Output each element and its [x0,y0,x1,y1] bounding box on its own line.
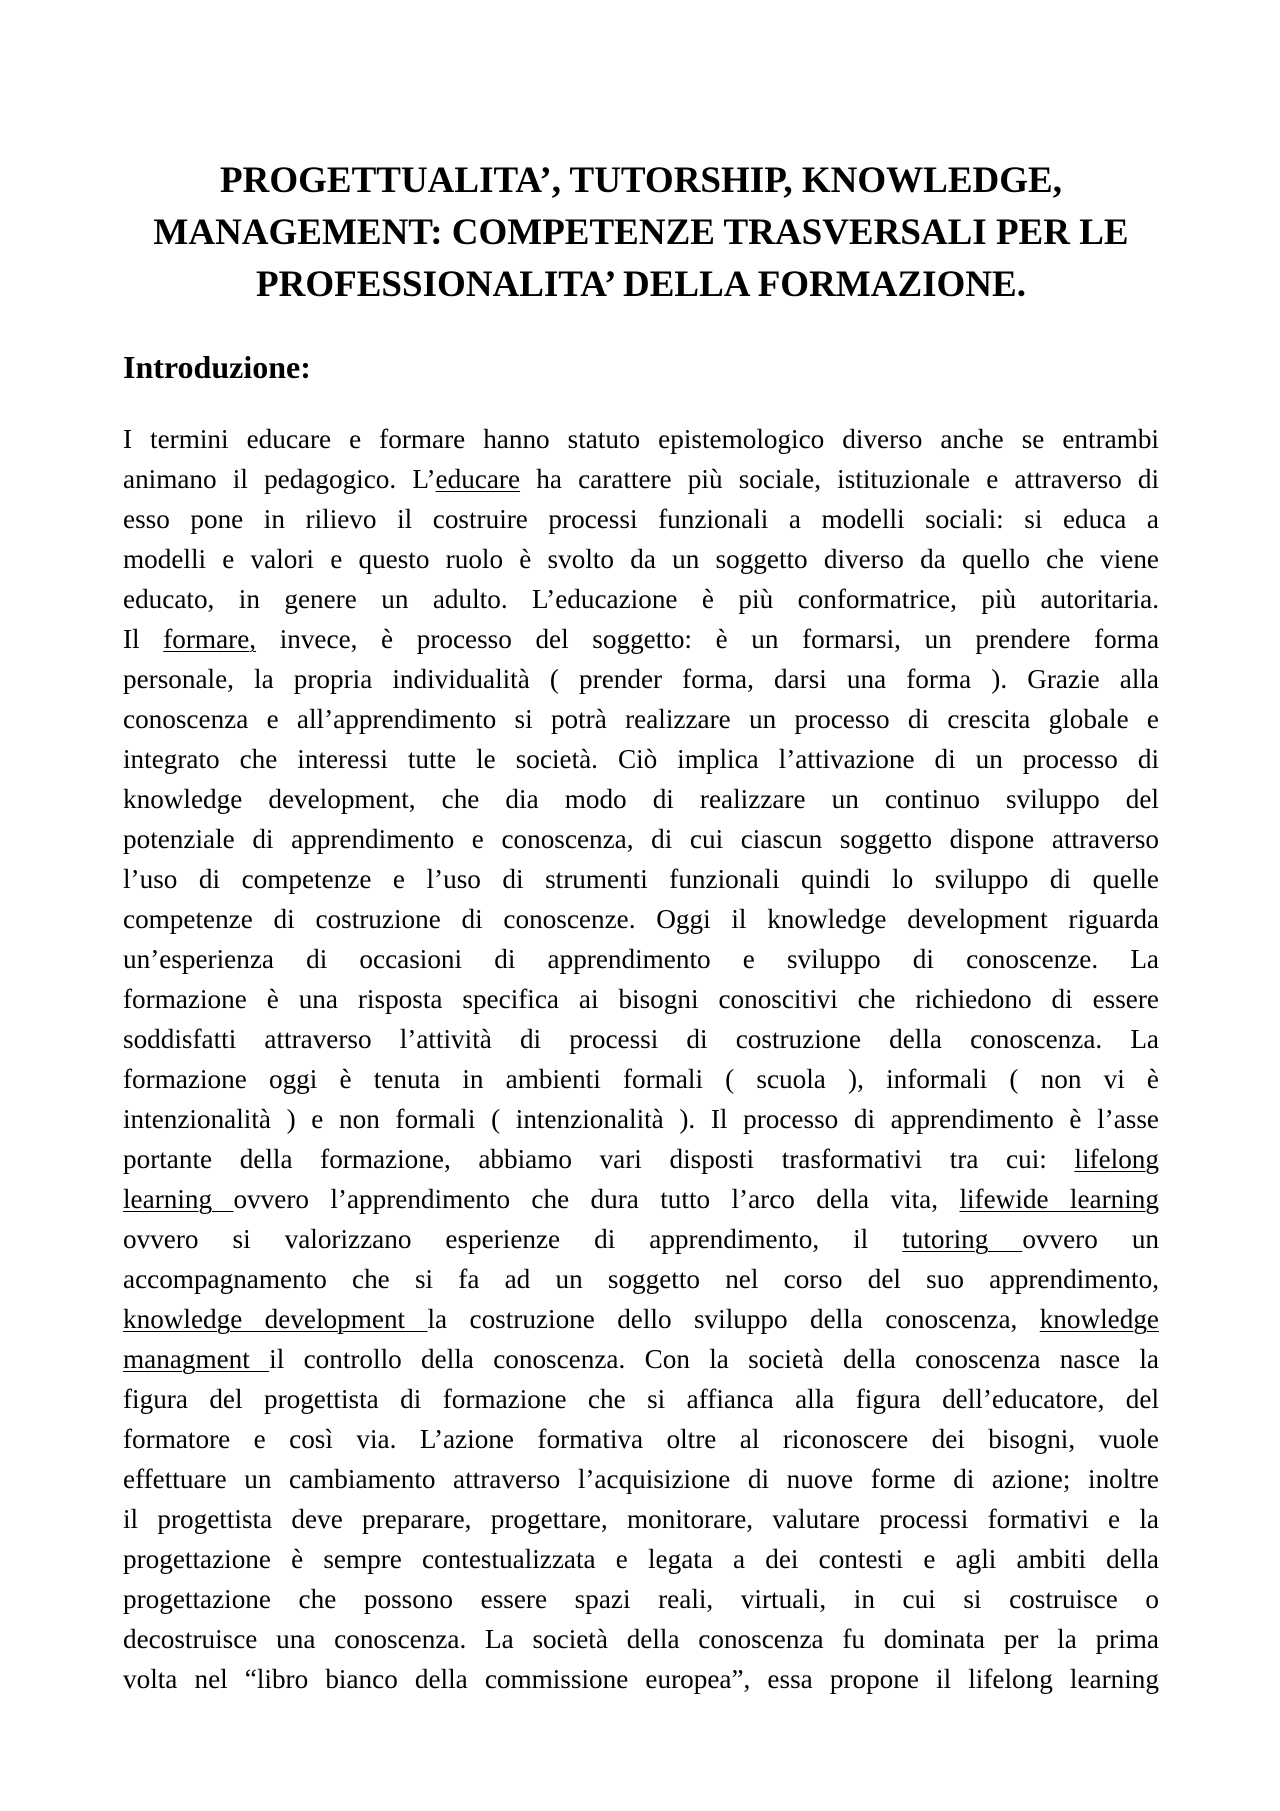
text-run: ha carattere più sociale, istituzionale e attraverso di [520,464,1159,494]
text-line [123,939,1159,979]
text-run: ovvero un [1022,1224,1160,1254]
text-line [123,1499,1159,1539]
text-line [123,1019,1159,1059]
text-run: portante della formazione, abbiamo vari disposti trasformativi tra cui: [123,1144,1075,1174]
title-line: MANAGEMENT: COMPETENZE TRASVERSALI PER LE [153,212,1129,253]
body-paragraph [123,419,1159,1699]
text-run: accompagnamento che si fa ad un soggetto nel corso del suo apprendimento, [123,1264,1159,1294]
underlined-term: formare, [163,624,257,654]
text-run: integrato che interessi tutte le società. Ciò implica l’attivazione di un processo di [123,744,1159,774]
text-line [123,1459,1159,1499]
text-run: effettuare un cambiamento attraverso l’acquisizione di nuove forme di azione; inoltre [123,1464,1159,1494]
text-line [123,1259,1159,1299]
text-run: figura del progettista di formazione che si affianca alla figura dell’educatore, del [123,1384,1159,1414]
underlined-term: knowledge [1039,1304,1159,1334]
text-run: formazione oggi è tenuta in ambienti formali ( scuola ), informali ( non vi è [123,1064,1159,1094]
text-line [123,819,1159,859]
text-run: formazione è una risposta specifica ai bisogni conoscitivi che richiedono di essere [123,984,1159,1014]
text-run: educato, in genere un adulto. L’educazione è più conformatrice, più autoritaria. [123,584,1159,614]
underlined-term: learning [123,1184,234,1214]
text-run: progettazione che possono essere spazi reali, virtuali, in cui si costruisce o [123,1584,1159,1614]
text-run: invece, è processo del soggetto: è un formarsi, un prendere forma [256,624,1160,654]
text-line [123,419,1159,459]
text-run: animano il pedagogico. L’ [123,464,436,494]
text-line [123,699,1159,739]
text-run: il progettista deve preparare, progettare, monitorare, valutare processi formativi e la [123,1504,1159,1534]
title-line: PROGETTUALITA’, TUTORSHIP, KNOWLEDGE, [220,160,1062,201]
text-run: potenziale di apprendimento e conoscenza, di cui ciascun soggetto dispone attraverso [123,824,1159,854]
text-run: competenze di costruzione di conoscenze. Oggi il knowledge development riguarda [123,904,1159,934]
text-run: knowledge development, che dia modo di realizzare un continuo sviluppo del [123,784,1159,814]
document-title [123,155,1159,311]
text-line [123,739,1159,779]
text-run: Il [123,624,164,654]
underlined-term: managment [123,1344,270,1374]
text-run: ovvero si valorizzano esperienze di apprendimento, il [123,1224,903,1254]
text-line [123,619,1159,659]
underlined-term: knowledge development [123,1304,428,1334]
text-run: decostruisce una conoscenza. La società della conoscenza fu dominata per la prima [123,1624,1159,1654]
text-line [123,659,1159,699]
text-run: I termini educare e formare hanno statuto epistemologico diverso anche se entrambi [123,424,1159,454]
text-line [123,1619,1159,1659]
text-run: intenzionalità ) e non formali ( intenzionalità ). Il processo di apprendimento è l’asse [123,1104,1159,1134]
section-heading-introduction: Introduzione: [123,349,311,385]
text-line [123,1539,1159,1579]
text-run: conoscenza e all’apprendimento si potrà realizzare un processo di crescita globale e [123,704,1159,734]
text-run: esso pone in rilievo il costruire processi funzionali a modelli sociali: si educa a [123,504,1159,534]
text-run: ovvero l’apprendimento che dura tutto l’arco della vita, [233,1184,960,1214]
text-run: volta nel “libro bianco della commissione europea”, essa propone il lifelong learning [123,1664,1159,1694]
text-line [123,539,1159,579]
text-run: progettazione è sempre contestualizzata e legata a dei contesti e agli ambiti della [123,1544,1159,1574]
text-line [123,899,1159,939]
text-line [123,1339,1159,1379]
underlined-term: tutoring [902,1224,1023,1254]
text-run: la costruzione dello sviluppo della conoscenza, [427,1304,1040,1334]
text-line [123,1179,1159,1219]
text-line [123,1139,1159,1179]
underlined-term: lifewide learning [959,1184,1159,1214]
text-run: il controllo della conoscenza. Con la società della conoscenza nasce la [269,1344,1159,1374]
text-line [123,1299,1159,1339]
title-line: PROFESSIONALITA’ DELLA FORMAZIONE. [256,264,1026,305]
text-line [123,859,1159,899]
text-line [123,779,1159,819]
text-run: formatore e così via. L’azione formativa oltre al riconoscere dei bisogni, vuole [123,1424,1159,1454]
text-run: l’uso di competenze e l’uso di strumenti funzionali quindi lo sviluppo di quelle [123,864,1159,894]
text-run: modelli e valori e questo ruolo è svolto da un soggetto diverso da quello che viene [123,544,1159,574]
text-line [123,1379,1159,1419]
underlined-term: educare [435,464,521,494]
text-line [123,1659,1159,1699]
text-line [123,1419,1159,1459]
text-run: personale, la propria individualità ( prender forma, darsi una forma ). Grazie alla [123,664,1159,694]
text-line [123,979,1159,1019]
text-line [123,579,1159,619]
text-line [123,1219,1159,1259]
text-line [123,459,1159,499]
text-run: soddisfatti attraverso l’attività di processi di costruzione della conoscenza. La [123,1024,1159,1054]
text-line [123,1059,1159,1099]
text-run: un’esperienza di occasioni di apprendimento e sviluppo di conoscenze. La [123,944,1159,974]
text-line [123,1099,1159,1139]
text-line [123,1579,1159,1619]
text-line [123,499,1159,539]
underlined-term: lifelong [1074,1144,1159,1174]
